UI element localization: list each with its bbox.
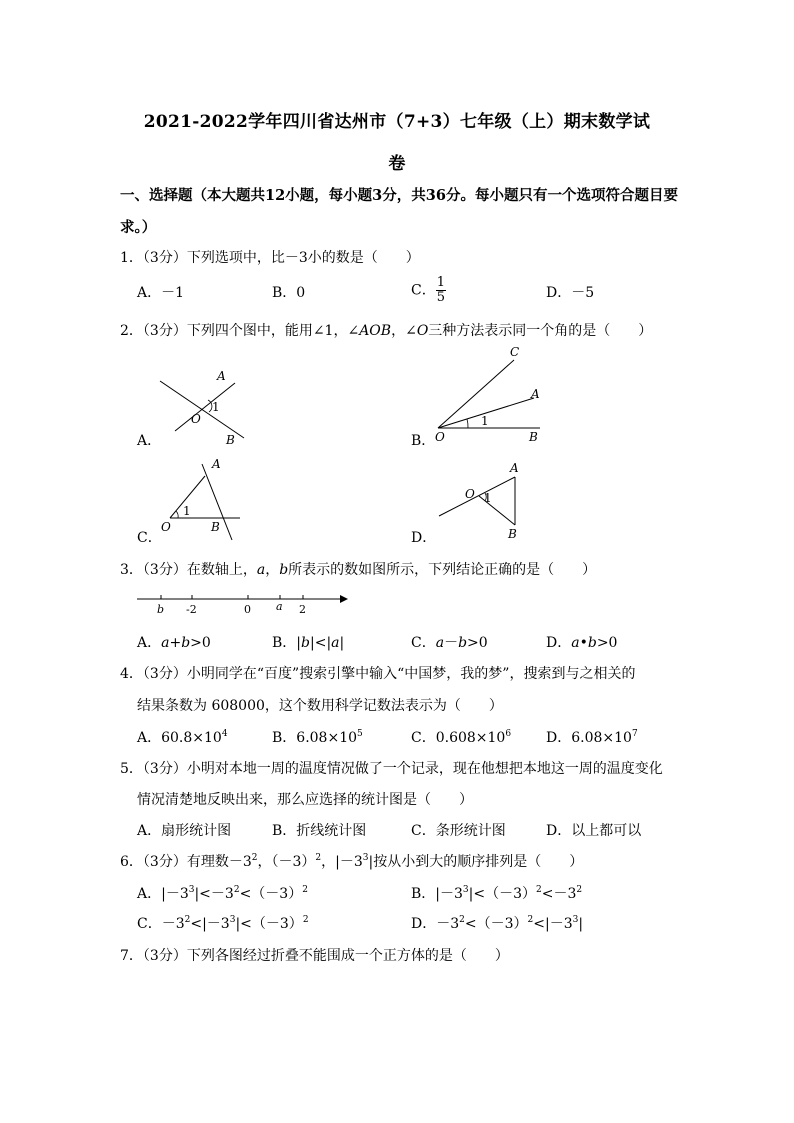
q4-d-base: D．6.08×10 — [546, 730, 632, 746]
q3-a-post: >0 — [190, 635, 211, 651]
q3-option-a — [137, 633, 211, 653]
q2-text-a: 2．（3分）下列四个图中，能用∠1，∠ — [120, 323, 360, 339]
question-5-line1: 5．（3分）小明对本地一周的温度情况做了一个记录，现在他想把本地这一周的温度变化 — [120, 761, 663, 777]
fig-a-label-o: O — [191, 412, 201, 426]
q4-option-d — [546, 728, 638, 748]
q6-text-a: 6．（3分）有理数－3 — [120, 854, 252, 870]
q6-d-exp5: 3 — [572, 915, 579, 925]
q6-text-d: |按从小到大的顺序排列是（ ） — [368, 854, 584, 870]
q3-number-line — [135, 590, 355, 620]
q3-c-post: >0 — [467, 635, 488, 651]
q2-figure-d — [435, 458, 535, 543]
q6-d-exp3: 2 — [527, 915, 534, 925]
q5-option-b: B．折线统计图 — [272, 823, 367, 839]
q2-option-b: B． — [411, 433, 436, 449]
q6-a-exp3: 2 — [233, 885, 240, 895]
q3-b-mid: < — [314, 635, 327, 651]
question-2 — [120, 321, 690, 341]
q4-c-exp: 6 — [505, 729, 512, 739]
q6-exp-3: 3 — [362, 853, 369, 863]
q3-b-expr2: |a| — [326, 635, 345, 651]
axis-label-neg2: -2 — [186, 603, 197, 616]
question-3 — [120, 560, 690, 580]
q4-option-c — [411, 728, 511, 748]
axis-label-a: a — [276, 600, 283, 613]
q3-b-prefix: B． — [272, 635, 297, 651]
q6-a-exp5: 2 — [302, 885, 308, 895]
fig-d-label-a: A — [510, 461, 519, 475]
q3-a-prefix: A． — [137, 635, 162, 651]
q5-option-c: C．条形统计图 — [411, 823, 506, 839]
question-7: 7．（3分）下列各图经过折叠不能围成一个正方体的是（ ） — [120, 948, 509, 964]
question-5-line2: 情况清楚地反映出来，那么应选择的统计图是（ ） — [137, 792, 473, 808]
q3-b-expr1: |b| — [296, 635, 315, 651]
q3-option-b — [272, 633, 344, 653]
q6-text-b: ，（－3） — [257, 854, 316, 870]
q3-text-a: 3．（3分）在数轴上， — [120, 562, 257, 578]
q1-option-d: D．－5 — [546, 285, 595, 301]
q6-c-exp1: 2 — [184, 915, 191, 925]
q3-option-c — [411, 633, 488, 653]
q1-option-c-prefix: C． — [411, 282, 436, 299]
section-heading-line2: 求。） — [120, 219, 157, 236]
question-1: 1．（3分）下列选项中，比－3小的数是（ ） — [120, 250, 420, 266]
q6-c-part2: <|－3 — [190, 916, 230, 932]
q6-d-part4: <|－3 — [533, 916, 573, 932]
q3-option-d — [546, 633, 617, 653]
q3-var-b: b — [279, 562, 289, 578]
exam-title-line2: 卷 — [388, 154, 406, 174]
fig-b-label-o: O — [435, 430, 445, 444]
q4-b-exp: 5 — [357, 729, 363, 739]
q2-figure-c — [155, 452, 255, 542]
exam-title-line1: 2021-2022学年四川省达州市（7+3）七年级（上）期末数学试 — [143, 112, 651, 132]
q6-option-d — [411, 914, 583, 934]
fig-c-label-b: B — [211, 520, 220, 534]
fig-d-label-1: 1 — [484, 491, 492, 505]
q6-a-part4: <（－3） — [239, 886, 303, 902]
axis-label-b: b — [157, 603, 165, 616]
question-6 — [120, 852, 690, 872]
q3-d-post: >0 — [596, 635, 618, 651]
q6-d-part0: D．－3 — [411, 916, 460, 932]
q6-a-exp1: 3 — [188, 885, 195, 895]
q6-b-part4: <－3 — [541, 886, 577, 902]
q4-c-base: C．0.608×10 — [411, 730, 506, 746]
q2-option-c: C． — [137, 530, 162, 546]
q3-c-expr1: a — [435, 635, 445, 651]
q2-angle-o: O — [416, 323, 429, 339]
q4-b-base: B．6.08×10 — [272, 730, 358, 746]
fig-d-label-o: O — [465, 487, 475, 501]
fig-b-label-c: C — [510, 345, 520, 359]
q2-figure-a — [155, 363, 255, 448]
section-heading — [120, 180, 680, 244]
fig-c-label-o: O — [161, 520, 171, 534]
question-4-line1: 4．（3分）小明同学在“百度”搜索引擎中输入“中国梦，我的梦”，搜索到与之相关的 — [120, 666, 636, 682]
axis-label-0: 0 — [244, 603, 251, 616]
q3-d-expr: a•b — [571, 635, 597, 651]
q6-c-part0: C．－3 — [137, 916, 185, 932]
q6-a-part2: |<－3 — [194, 886, 234, 902]
q3-sep: ， — [265, 562, 280, 578]
q5-option-d: D．以上都可以 — [546, 823, 642, 839]
q4-a-base: A．60.8×10 — [137, 730, 222, 746]
axis-label-2: 2 — [299, 603, 306, 616]
fig-a-label-1: 1 — [212, 400, 220, 414]
q4-a-exp: 4 — [221, 729, 228, 739]
q4-d-exp: 7 — [631, 729, 638, 739]
q3-c-mid: － — [444, 635, 459, 651]
q6-c-exp3: 3 — [229, 915, 236, 925]
q3-c-expr2: b — [458, 635, 468, 651]
q6-d-part2: <（－3） — [464, 916, 528, 932]
fraction-denominator: 5 — [436, 290, 445, 305]
fig-c-label-1: 1 — [183, 504, 191, 518]
q6-b-exp1: 3 — [462, 885, 469, 895]
q6-option-a — [137, 884, 308, 904]
q1-option-a: A．－1 — [137, 285, 185, 301]
q6-d-exp1: 2 — [459, 915, 465, 925]
q2-text-b: ，∠ — [391, 323, 417, 339]
q1-option-b: B．0 — [272, 285, 306, 301]
fig-b-label-1: 1 — [481, 414, 489, 428]
fig-a-label-a: A — [217, 369, 226, 383]
q2-option-d: D． — [411, 530, 437, 546]
q6-b-part2: |<（－3） — [468, 886, 537, 902]
q6-b-part0: B．|－3 — [411, 886, 463, 902]
fraction — [436, 276, 446, 305]
q3-text-b: 所表示的数如图所示，下列结论正确的是（ ） — [288, 562, 597, 578]
q6-option-b — [411, 884, 582, 904]
q6-c-exp5: 2 — [302, 915, 309, 925]
q6-c-part4: |<（－3） — [235, 916, 303, 932]
fig-a-label-b: B — [226, 433, 235, 447]
q4-option-b — [272, 728, 363, 748]
question-4-line2: 结果条数为 608000，这个数用科学记数法表示为（ ） — [137, 698, 503, 714]
q4-option-a — [137, 728, 228, 748]
q6-option-c — [137, 914, 309, 934]
q2-angle-aob: AOB — [359, 323, 392, 339]
q6-d-part6: | — [578, 916, 584, 932]
fig-b-label-a: A — [531, 387, 540, 401]
q6-b-exp3: 2 — [536, 885, 542, 895]
q6-text-c: ，|－3 — [321, 854, 363, 870]
fig-c-label-a: A — [212, 457, 221, 471]
q6-exp-2a: 2 — [251, 853, 258, 863]
section-heading-line1: 一、选择题（本大题共12小题，每小题3分，共36分。每小题只有一个选项符合题目要 — [120, 187, 678, 204]
q2-figure-b — [430, 342, 565, 447]
fig-b-label-b: B — [529, 430, 538, 444]
q5-option-a: A．扇形统计图 — [137, 823, 232, 839]
fraction-numerator: 1 — [436, 275, 445, 290]
q6-b-exp5: 2 — [576, 885, 583, 895]
fig-d-label-b: B — [508, 527, 517, 541]
arrow-right-icon — [340, 595, 348, 603]
q1-option-c — [411, 276, 446, 305]
q2-option-a: A． — [137, 433, 162, 449]
q3-a-expr: a+b — [161, 635, 191, 651]
q2-text-c: 三种方法表示同一个角的是（ ） — [428, 323, 653, 339]
q3-var-a: a — [256, 562, 266, 578]
q6-exp-2b: 2 — [315, 853, 322, 863]
q3-d-prefix: D． — [546, 635, 572, 651]
q6-a-part0: A．|－3 — [137, 886, 189, 902]
q3-c-prefix: C． — [411, 635, 436, 651]
